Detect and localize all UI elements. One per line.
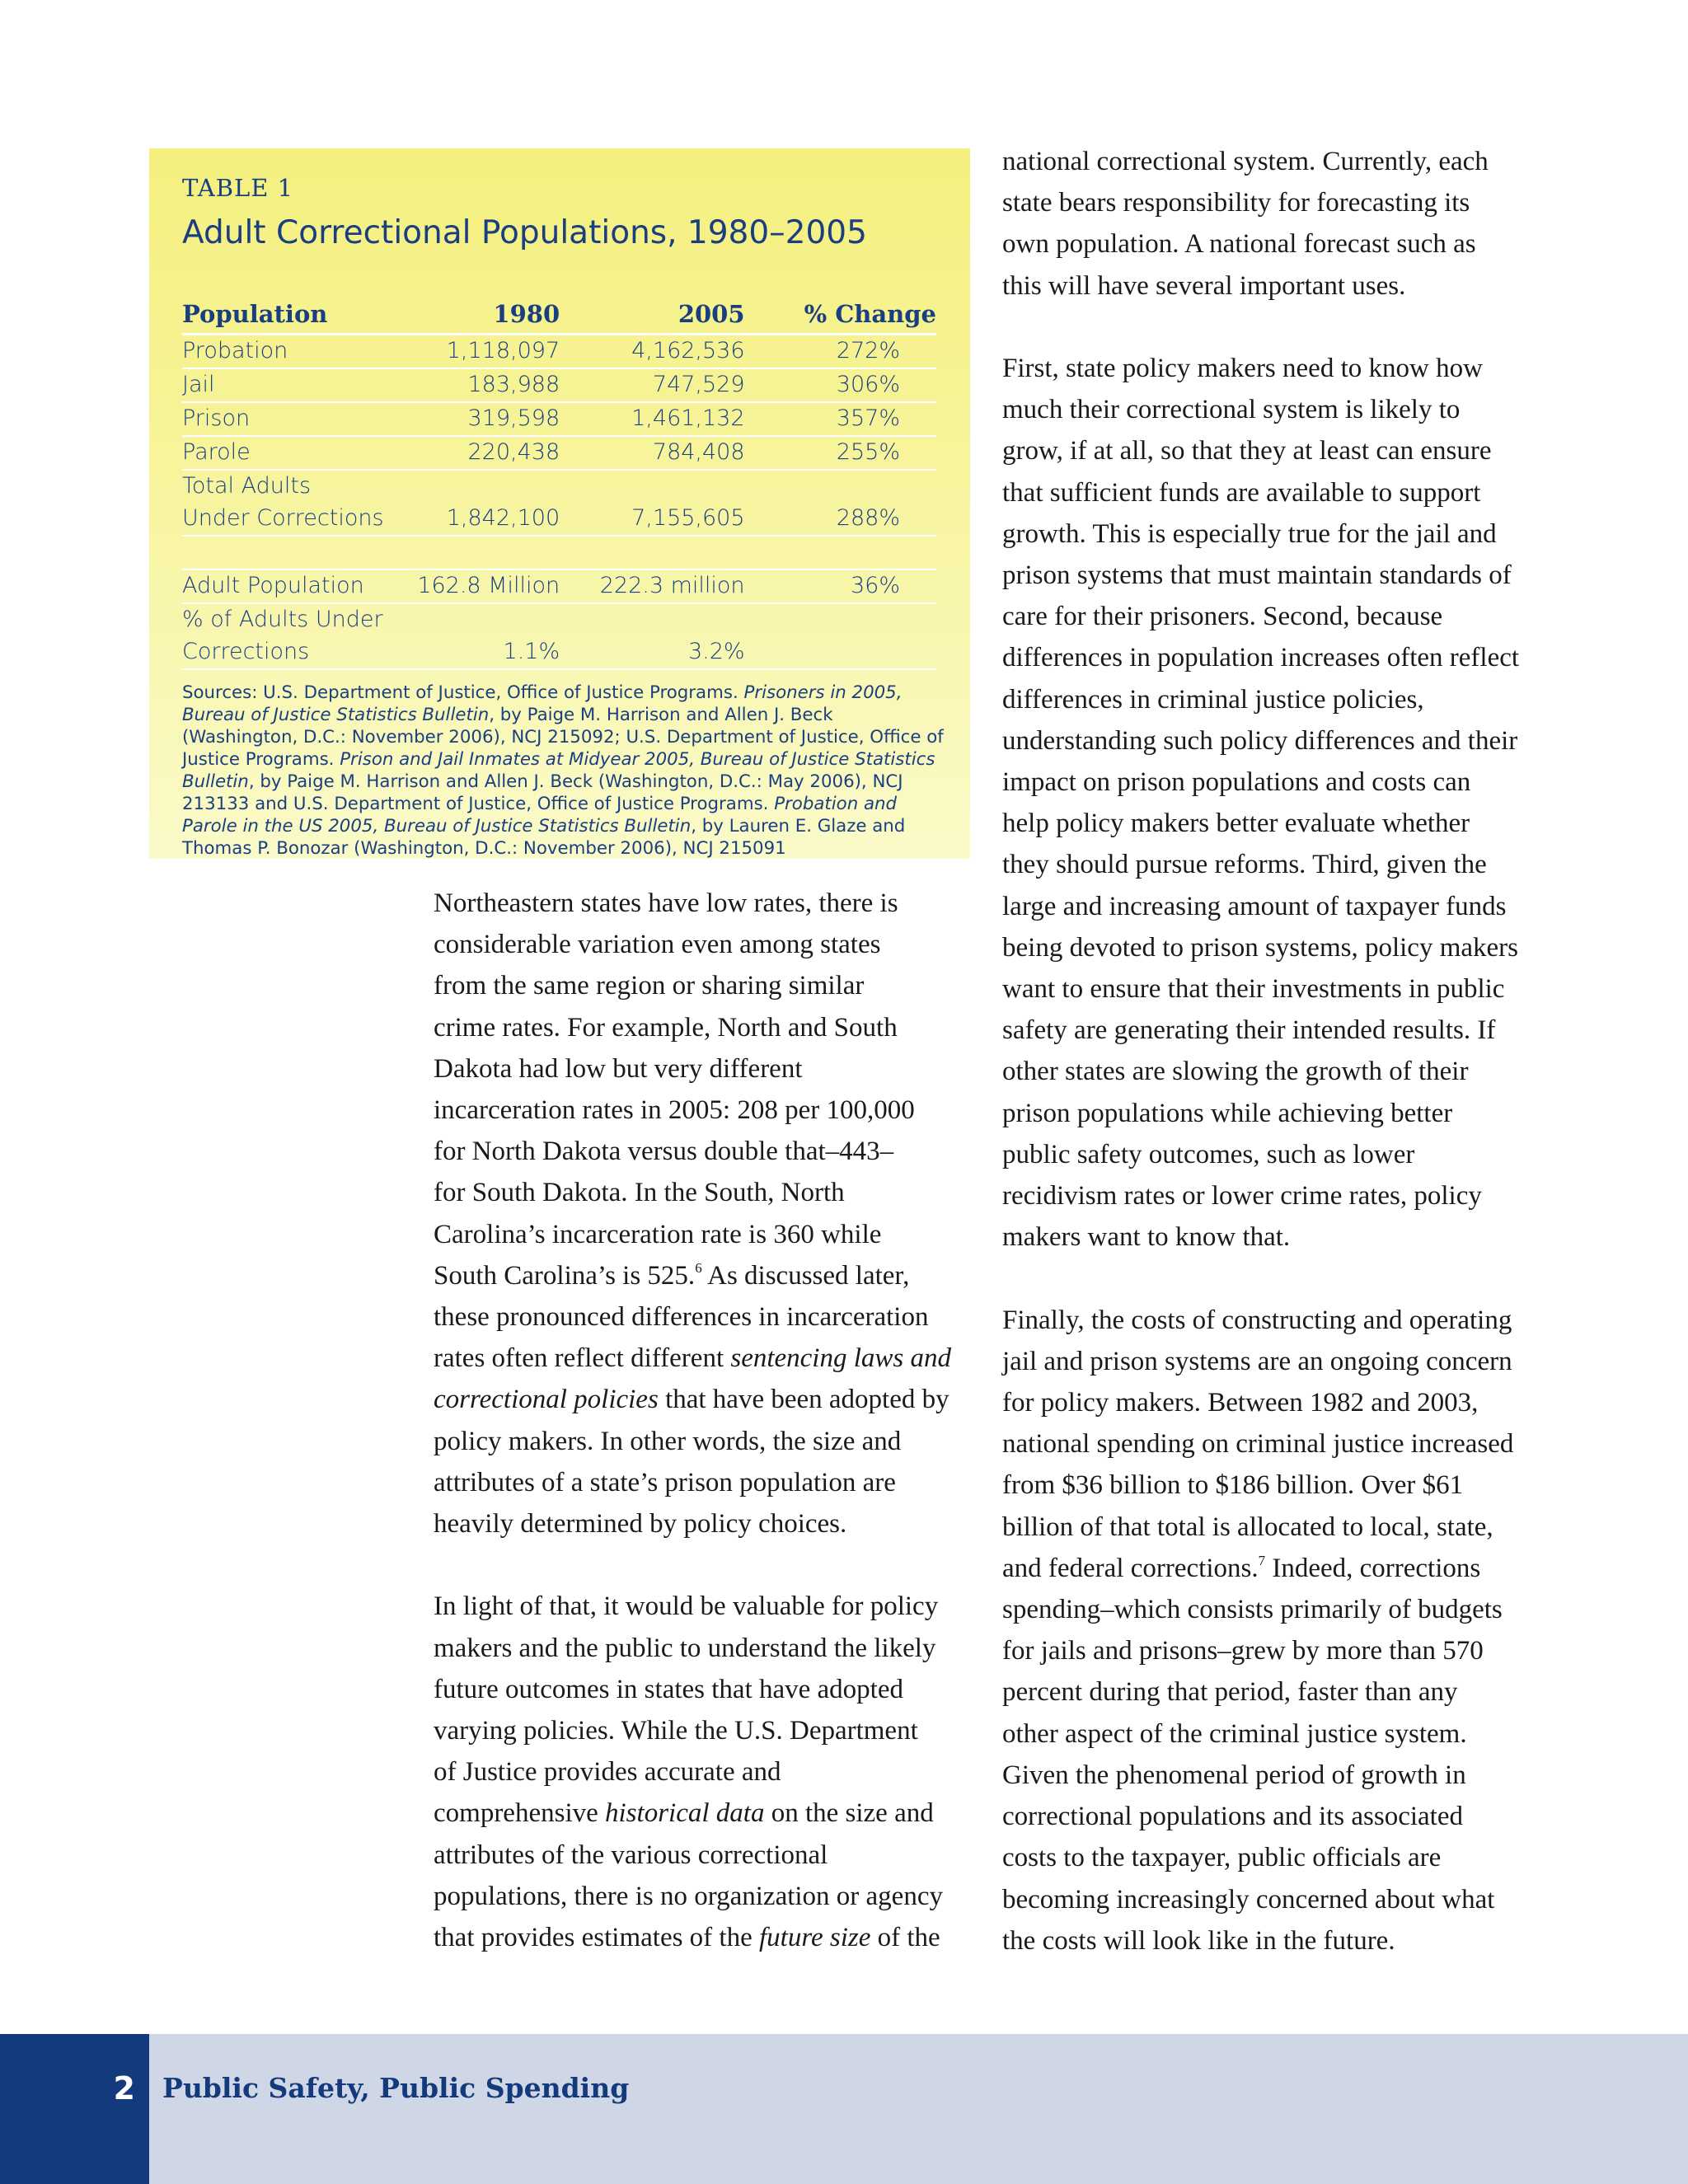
cell-1980: 319,598 [417, 402, 560, 436]
right-text-column [1002, 141, 1563, 1961]
footnote-ref: 7 [1258, 1552, 1266, 1568]
cell-change [745, 470, 936, 503]
paragraph [1002, 348, 1563, 1258]
table-row [182, 503, 936, 536]
cell-2005: 7,155,605 [560, 503, 744, 536]
text-run: of the [870, 1923, 940, 1953]
cell-population: Corrections [182, 636, 417, 669]
table-sources [182, 682, 949, 860]
cell-change: 255% [745, 436, 936, 470]
page-footer [0, 2034, 1688, 2184]
text-run: Northeastern states have low rates, there is considerable variation even among states from the same region or sharing similar crime rates. For example, North and South Dakota had low but very different incarceration rates in 2005: 208 per 100,000 for North Dakota versus double that–443– for South Dakota. In the South, North Carolina’s incarceration rate is 360 while South Carolina’s is 525. [434, 888, 915, 1291]
table-1-panel [149, 148, 970, 859]
table-row [182, 368, 936, 402]
footnote-ref: 6 [695, 1259, 702, 1276]
source-text: , by Lauren E. Glaze and Thomas P. Bonozar (Washington, D.C.: November 2006), NCJ 215091 [182, 815, 906, 859]
cell-2005: 747,529 [560, 368, 744, 402]
header-1980: 1980 [417, 302, 560, 334]
cell-1980: 162.8 Million [417, 569, 560, 603]
cell-population [182, 536, 417, 569]
page-number-block [0, 2034, 149, 2184]
page-number: 2 [113, 2070, 135, 2107]
table-row [182, 470, 936, 503]
paragraph [434, 883, 973, 1544]
cell-change [745, 536, 936, 569]
cell-1980: 1,842,100 [417, 503, 560, 536]
header-population: Population [182, 302, 417, 334]
source-text: Sources: U.S. Department of Justice, Office of Justice Programs. [182, 682, 744, 703]
cell-1980 [417, 603, 560, 636]
text-run: national correctional system. Currently, each state bears responsibility for forecasting its own population. A national forecast such as this will have several important uses. [1002, 147, 1489, 301]
table-row [182, 334, 936, 368]
table-label: TABLE 1 [182, 174, 294, 202]
cell-2005: 784,408 [560, 436, 744, 470]
header-2005: 2005 [560, 302, 744, 334]
text-run: First, state policy makers need to know how much their correctional system is likely to grow, if at all, so that they at least can ensure that sufficient funds are available to support growth. This is especially true for the jail and prison systems that must maintain standards of care for their prisoners. Second, because differences in population increases often reflect differences in criminal justice policies, understanding such policy differences and their impact on prison populations and costs can help policy makers better evaluate whether they should pursue reforms. Third, given the large and increasing amount of taxpayer funds being devoted to prison systems, policy makers want to ensure that their investments in public safety are generating their intended results. If other states are slowing the growth of their prison populations while achieving better public safety outcomes, such as lower recidivism rates or lower crime rates, policy makers want to know that. [1002, 354, 1520, 1253]
cell-1980: 183,988 [417, 368, 560, 402]
cell-population: Probation [182, 334, 417, 368]
left-text-column [434, 883, 973, 1958]
table-header-row [182, 302, 936, 334]
table-row [182, 402, 936, 436]
source-text: , by Paige M. Harrison and Allen J. Beck (Washington, D.C.: May 2006), NCJ 213133 and U.S. Department of Justice, Office of Justice Programs. [182, 771, 903, 814]
text-run: As discussed later, these pronounced differences in incarceration rates often reflect different [434, 1260, 929, 1374]
cell-2005: 3.2% [560, 636, 744, 669]
source-text: Probation and Parole in the US 2005, Bureau of Justice Statistics Bulletin [182, 793, 898, 837]
cell-population: % of Adults Under [182, 606, 383, 632]
text-run: Finally, the costs of constructing and operating jail and prison systems are an ongoing concern for policy makers. Between 1982 and 2003, national spending on criminal justice increased from $36 billion to $186 billion. Over $61 billion of that total is allocated to local, state, and federal corrections. [1002, 1305, 1514, 1583]
paragraph [1002, 141, 1563, 307]
cell-change [745, 603, 936, 636]
cell-change: 272% [745, 334, 936, 368]
paragraph [434, 1586, 973, 1958]
cell-change: 306% [745, 368, 936, 402]
cell-1980 [417, 470, 560, 503]
cell-1980 [417, 536, 560, 569]
table-title: Adult Correctional Populations, 1980–2005 [182, 214, 867, 251]
cell-population: Prison [182, 402, 417, 436]
cell-population: Jail [182, 368, 417, 402]
text-run: In light of that, it would be valuable for policy makers and the public to understand the likely future outcomes in states that have adopted varying policies. While the U.S. Department of Justice provides accurate and comprehensive [434, 1591, 939, 1829]
cell-change: 357% [745, 402, 936, 436]
text-run: on the size and attributes of the various correctional populations, there is no organization or agency that provides estimates of the [434, 1798, 943, 1953]
text-run: Indeed, corrections spending–which consists primarily of budgets for jails and prisons–grew by more than 570 percent during that period, faster than any other aspect of the criminal justice system. Given the phenomenal period of growth in correctional populations and its associated costs to the taxpayer, public officials are becoming increasingly concerned about what the costs will look like in the future. [1002, 1553, 1503, 1956]
cell-1980: 1,118,097 [417, 334, 560, 368]
cell-2005 [560, 603, 744, 636]
cell-1980: 1.1% [417, 636, 560, 669]
source-text: , by Paige M. Harrison and Allen J. Beck (Washington, D.C.: November 2006), NCJ 215092; U.S. Department of Justice, Office of Justice Programs. [182, 704, 944, 770]
cell-change [745, 636, 936, 669]
cell-2005: 222.3 million [560, 569, 744, 603]
cell-2005 [560, 470, 744, 503]
cell-population: Total Adults [182, 472, 312, 499]
table-row [182, 436, 936, 470]
paragraph [1002, 1300, 1563, 1961]
table-body [182, 334, 936, 669]
correctional-populations-table [182, 302, 936, 670]
table-row [182, 569, 936, 603]
cell-2005 [560, 536, 744, 569]
cell-2005: 1,461,132 [560, 402, 744, 436]
cell-population: Adult Population [182, 569, 417, 603]
source-text: Prisoners in 2005, Bureau of Justice Statistics Bulletin [182, 682, 903, 725]
cell-population: Under Corrections [182, 503, 417, 536]
text-run: that have been adopted by policy makers. In other words, the size and attributes of a state’s prison population are heavily determined by policy choices. [434, 1385, 950, 1540]
cell-1980: 220,438 [417, 436, 560, 470]
running-title: Public Safety, Public Spending [162, 2072, 630, 2104]
text-run: sentencing laws and correctional policies [434, 1343, 952, 1415]
cell-2005: 4,162,536 [560, 334, 744, 368]
cell-population: Parole [182, 436, 417, 470]
source-text: Prison and Jail Inmates at Midyear 2005, Bureau of Justice Statistics Bulletin [182, 748, 935, 792]
text-run: historical data [605, 1798, 765, 1829]
table-row [182, 636, 936, 669]
cell-change: 288% [745, 503, 936, 536]
table-row [182, 603, 936, 636]
header-change: % Change [745, 302, 936, 334]
text-run: future size [759, 1923, 871, 1953]
cell-change: 36% [745, 569, 936, 603]
table-row [182, 536, 936, 569]
